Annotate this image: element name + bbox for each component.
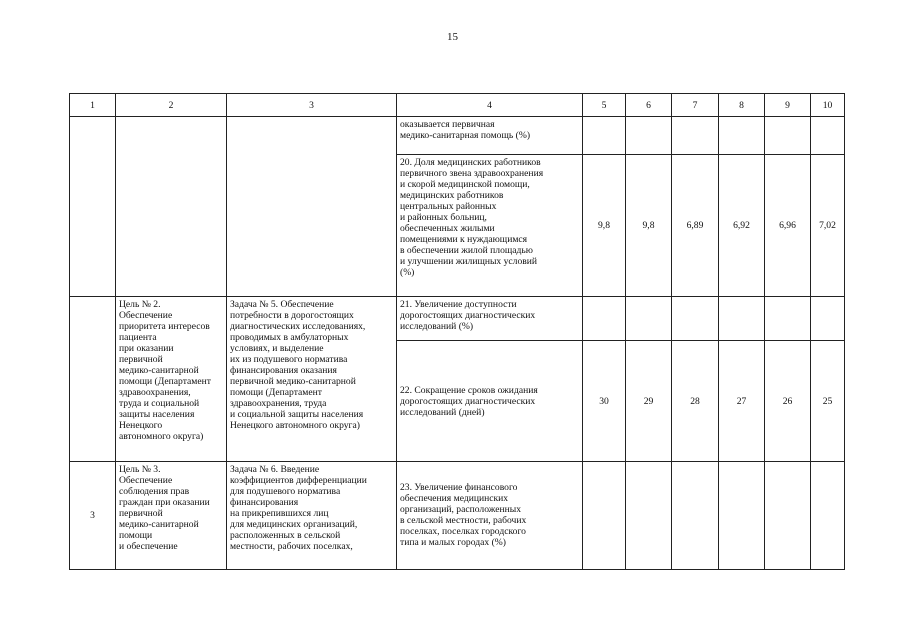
task-cell: Задача № 6. Введение коэффициентов дифференциации для подушевого норматива финансирования на прикрепившихся лиц для медицинских организаций, расположенных в сельской местности, рабочих поселках, bbox=[227, 462, 397, 570]
value-cell: 25 bbox=[811, 341, 845, 462]
task-cell bbox=[227, 117, 397, 297]
table-row bbox=[70, 297, 845, 341]
table-row bbox=[70, 117, 845, 155]
value-cell: 6,96 bbox=[765, 155, 811, 297]
goal-cell: Цель № 2. Обеспечение приоритета интересов пациента при оказании первичной медико-санитарной помощи (Департамент здравоохранения, труда и социальной защиты населения Ненецкого автономного округа) bbox=[116, 297, 227, 462]
value-cell bbox=[672, 297, 719, 341]
value-cell bbox=[626, 297, 672, 341]
value-cell bbox=[811, 297, 845, 341]
value-cell bbox=[719, 117, 765, 155]
number-cell bbox=[70, 297, 116, 462]
value-cell bbox=[765, 297, 811, 341]
header-cell: 5 bbox=[583, 94, 626, 117]
value-cell bbox=[672, 462, 719, 570]
goal-cell: Цель № 3. Обеспечение соблюдения прав граждан при оказании первичной медико-санитарной помощи и обеспечение bbox=[116, 462, 227, 570]
value-cell bbox=[719, 297, 765, 341]
value-cell: 7,02 bbox=[811, 155, 845, 297]
header-cell: 7 bbox=[672, 94, 719, 117]
value-cell: 27 bbox=[719, 341, 765, 462]
header-cell: 2 bbox=[116, 94, 227, 117]
value-cell bbox=[583, 117, 626, 155]
indicator-cell: 22. Сокращение сроков ожидания дорогостоящих диагностических исследований (дней) bbox=[397, 341, 583, 462]
indicator-cell: 23. Увеличение финансового обеспечения медицинских организаций, расположенных в сельской местности, рабочих поселках, поселках городского типа и малых городах (%) bbox=[397, 462, 583, 570]
header-row bbox=[70, 94, 845, 117]
task-cell: Задача № 5. Обеспечение потребности в дорогостоящих диагностических исследованиях, проводимых в амбулаторных условиях, и выделение их из подушевого норматива финансирования оказания первичной медико-санитарной помощи (Департамент здравоохранения, труда и социальной защиты населения Ненецкого автономного округа) bbox=[227, 297, 397, 462]
value-cell: 9,8 bbox=[583, 155, 626, 297]
value-cell bbox=[672, 117, 719, 155]
header-cell: 3 bbox=[227, 94, 397, 117]
page-number: 15 bbox=[447, 31, 458, 43]
value-cell bbox=[626, 462, 672, 570]
value-cell bbox=[719, 462, 765, 570]
header-cell: 6 bbox=[626, 94, 672, 117]
header-cell: 8 bbox=[719, 94, 765, 117]
number-cell: 3 bbox=[70, 462, 116, 570]
value-cell: 26 bbox=[765, 341, 811, 462]
header-cell: 4 bbox=[397, 94, 583, 117]
table-row bbox=[70, 462, 845, 570]
value-cell bbox=[811, 462, 845, 570]
value-cell bbox=[583, 297, 626, 341]
header-cell: 10 bbox=[811, 94, 845, 117]
value-cell bbox=[811, 117, 845, 155]
value-cell: 30 bbox=[583, 341, 626, 462]
value-cell bbox=[765, 117, 811, 155]
number-cell bbox=[70, 117, 116, 297]
indicator-cell: оказывается первичная медико-санитарная помощь (%) bbox=[397, 117, 583, 155]
value-cell: 9,8 bbox=[626, 155, 672, 297]
indicator-cell: 21. Увеличение доступности дорогостоящих диагностических исследований (%) bbox=[397, 297, 583, 341]
value-cell bbox=[765, 462, 811, 570]
goal-cell bbox=[116, 117, 227, 297]
header-cell: 1 bbox=[70, 94, 116, 117]
value-cell: 6,89 bbox=[672, 155, 719, 297]
value-cell: 29 bbox=[626, 341, 672, 462]
indicator-cell: 20. Доля медицинских работников первичного звена здравоохранения и скорой медицинской помощи, медицинских работников центральных районных и районных больниц, обеспеченных жилыми помещениями к нуждающимся в обеспечении жилой площадью и улучшении жилищных условий (%) bbox=[397, 155, 583, 297]
value-cell: 6,92 bbox=[719, 155, 765, 297]
value-cell: 28 bbox=[672, 341, 719, 462]
program-indicators-table bbox=[69, 93, 845, 570]
value-cell bbox=[583, 462, 626, 570]
header-cell: 9 bbox=[765, 94, 811, 117]
value-cell bbox=[626, 117, 672, 155]
